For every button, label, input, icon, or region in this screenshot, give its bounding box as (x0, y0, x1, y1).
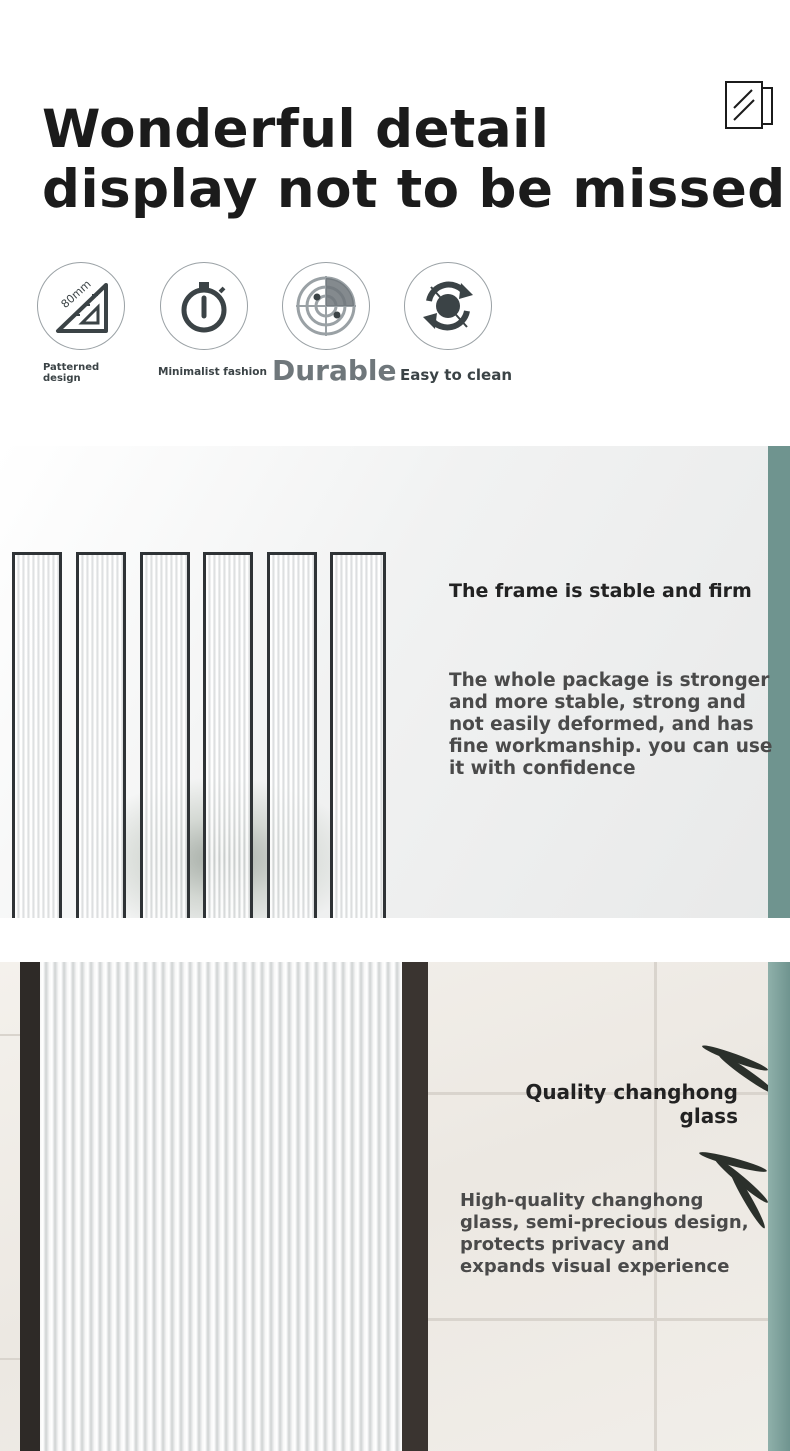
frame-section-title: The frame is stable and firm (449, 580, 752, 602)
glass-panel-slat (12, 552, 62, 918)
headline-line-2: display not to be missed (42, 159, 786, 220)
tile-grout (0, 1358, 20, 1360)
feature-label-minimalist: Minimalist fashion (158, 366, 267, 378)
feature-label-easy-clean: Easy to clean (400, 366, 513, 384)
glass-panel-slat (140, 552, 190, 918)
glass-section-body: High-quality changhong glass, semi-precious design, protects privacy and expands visual experience (460, 1190, 749, 1277)
feature-label-patterned: Patterned design (43, 362, 100, 384)
glass-section-title: Quality changhong glass (525, 1080, 738, 1128)
ruler-size-text: 80mm (58, 277, 94, 311)
page-headline (42, 100, 786, 220)
glass-panel-slat (330, 552, 386, 918)
glass-door-icon (724, 80, 776, 132)
frame-section-body: The whole package is stronger and more stable, strong and not easily deformed, and has fine workmanship. you can use it with confidence (449, 670, 773, 779)
accent-bar (768, 962, 790, 1451)
tile-grout (0, 1034, 20, 1036)
refresh-cycle-icon (404, 262, 492, 350)
glass-panel-slat (76, 552, 126, 918)
radar-icon (282, 262, 370, 350)
headline-line-1: Wonderful detail (42, 99, 550, 160)
glass-panel-slat (267, 552, 317, 918)
ribbed-glass-door (20, 962, 428, 1451)
glass-panel-slat (203, 552, 253, 918)
stopwatch-icon (160, 262, 248, 350)
frame-feature-section (0, 446, 790, 918)
tile-grout (428, 1318, 768, 1321)
ruler-triangle-icon (37, 262, 125, 350)
feature-label-durable: Durable (272, 354, 397, 387)
glass-feature-section (0, 962, 790, 1451)
